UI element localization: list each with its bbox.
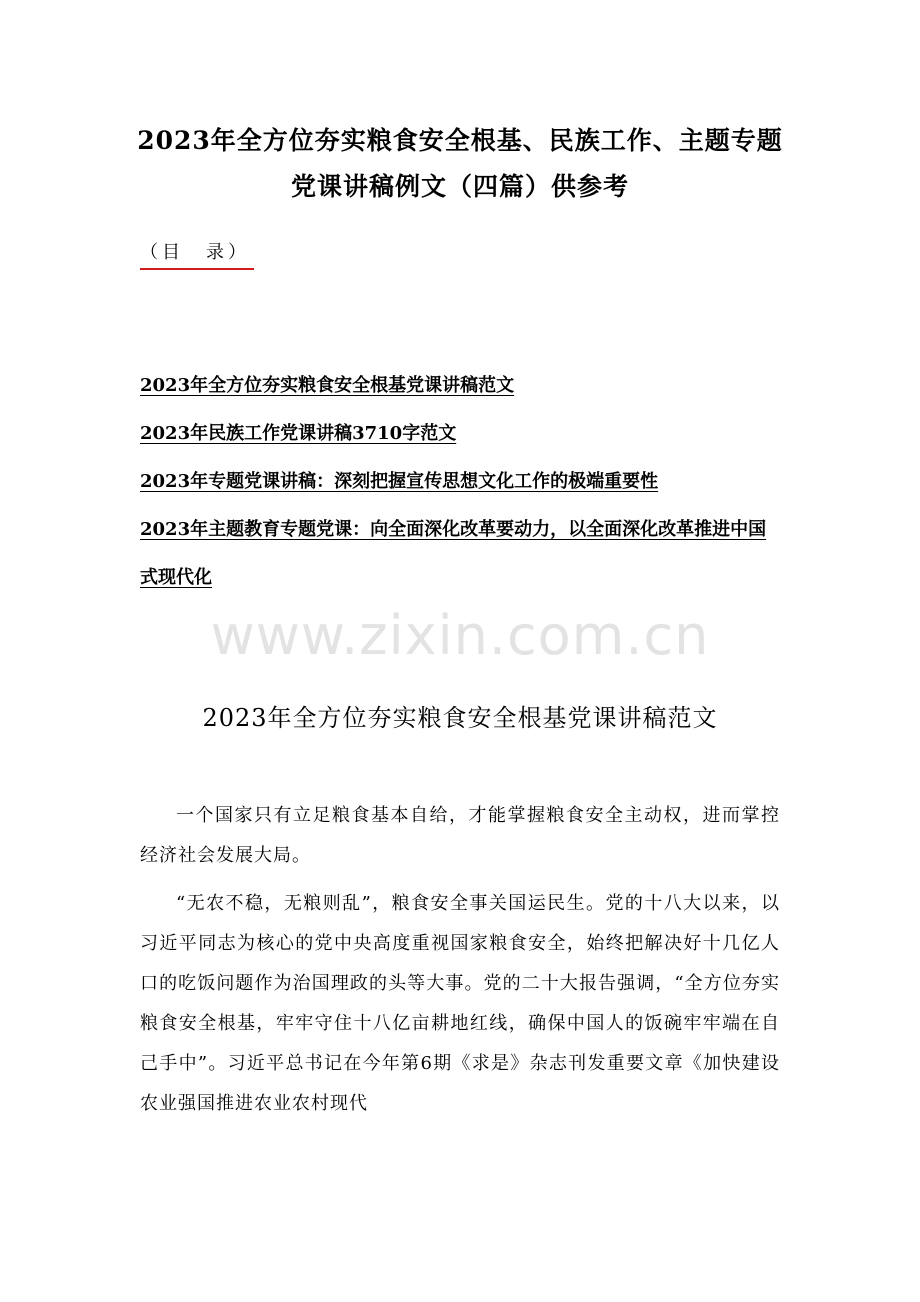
toc-link-grain-security[interactable]: 2023年全方位夯实粮食安全根基党课讲稿范文 [140,375,515,396]
table-of-contents [140,362,780,602]
toc-heading: （目 录） [140,240,254,270]
document-title: 2023年全方位夯实粮食安全根基、民族工作、主题专题党课讲稿例文（四篇）供参考 [137,126,783,201]
toc-link-ethnic-work[interactable]: 2023年民族工作党课讲稿3710字范文 [140,423,457,444]
section-title: 2023年全方位夯实粮食安全根基党课讲稿范文 [202,704,718,732]
body-text [140,796,780,1132]
watermark: www.zixin.com.cn [210,604,710,667]
paragraph: 一个国家只有立足粮食基本自给，才能掌握粮食安全主动权，进而掌控经济社会发展大局。 [140,805,780,866]
toc-link-reform-modernization[interactable]: 2023年主题教育专题党课：向全面深化改革要动力，以全面深化改革推进中国式现代化 [140,519,767,588]
toc-link-propaganda-culture[interactable]: 2023年专题党课讲稿：深刻把握宣传思想文化工作的极端重要性 [140,471,659,492]
paragraph: “无农不稳，无粮则乱”，粮食安全事关国运民生。党的十八大以来，以习近平同志为核心的党中央高度重视国家粮食安全，始终把解决好十几亿人口的吃饭问题作为治国理政的头等大事。党的二十大报告强调，“全方位夯实粮食安全根基，牢牢守住十八亿亩耕地红线，确保中国人的饭碗牢牢端在自己手中”。习近平总书记在今年第6期《求是》杂志刊发重要文章《加快建设农业强国推进农业农村现代 [140,893,780,1114]
